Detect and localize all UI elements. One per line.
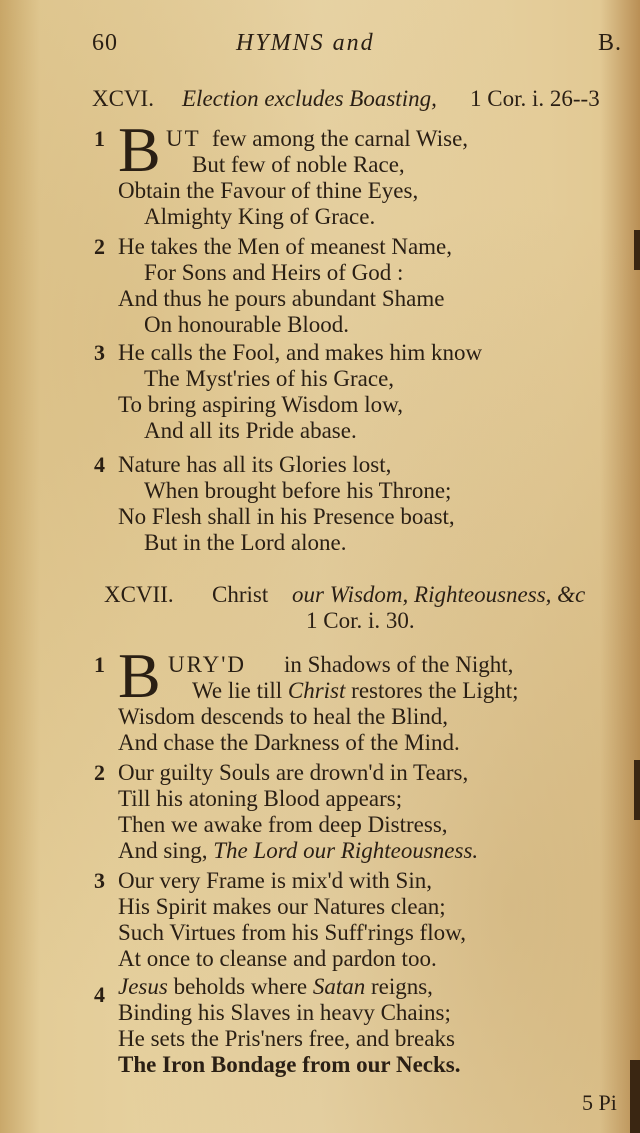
verse-text-italic: Christ [287,678,346,703]
hymn-97-reference: 1 Cor. i. 30. [306,608,415,633]
verse-line: His Spirit makes our Natures clean; [118,894,446,919]
stanza-number: 3 [94,868,105,893]
verse-line: Nature has all its Glories lost, [118,452,392,477]
verse-line: At once to cleanse and pardon too. [118,946,437,971]
verse-line: But in the Lord alone. [144,530,347,555]
first-word-rest: UT [166,126,201,151]
drop-cap: B [118,114,161,185]
verse-text: And sing, [118,838,214,863]
verse-text: reigns, [365,974,433,999]
verse-line: And thus he pours abundant Shame [118,286,445,311]
verse-text-italic: Satan [312,974,366,999]
verse-line: Our guilty Souls are drown'd in Tears, [118,760,469,785]
signature-mark: B. [598,30,623,56]
verse-line: Our very Frame is mix'd with Sin, [118,868,432,893]
running-title: HYMNS and [236,30,375,56]
stanza-number: 1 [94,652,105,677]
verse-line: The Myst'ries of his Grace, [144,366,395,391]
verse-line: No Flesh shall in his Presence boast, [118,504,455,529]
hymn-97-title-b: our Wisdom, Righteousness, &c [292,582,586,607]
verse-line: On honourable Blood. [144,312,350,337]
verse-line: To bring aspiring Wisdom low, [118,392,403,417]
verse-line: And chase the Darkness of the Mind. [118,730,460,755]
verse-text-italic: The Lord our Righteousness. [213,838,479,863]
stanza-number: 3 [94,340,105,365]
verse-line: Almighty King of Grace. [144,204,376,229]
verse-line: few among the carnal Wise, [212,126,469,151]
verse-line: in Shadows of the Night, [284,652,514,677]
verse-line: Wisdom descends to heal the Blind, [118,704,448,729]
verse-text-italic: Jesus [118,974,168,999]
page-edge-shadow [634,760,640,820]
verse-line: Such Virtues from his Suff'rings flow, [118,920,466,945]
drop-cap: B [118,640,161,711]
verse-line: The Iron Bondage from our Necks. [118,1052,461,1077]
verse-text: restores the Light; [345,678,519,703]
stanza-number: 4 [94,982,105,1007]
verse-line: And all its Pride abase. [144,418,357,443]
verse-line: Obtain the Favour of thine Eyes, [118,178,419,203]
verse-line: He sets the Pris'ners free, and breaks [118,1026,455,1051]
stanza-number: 2 [94,760,105,785]
verse-text: We lie till [192,678,288,703]
verse-line [118,974,433,1000]
first-word-rest: URY'D [168,652,247,677]
verse-line: He takes the Men of meanest Name, [118,234,453,259]
verse-line: He calls the Fool, and makes him know [118,340,483,365]
hymn-96-reference: 1 Cor. i. 26--3 [470,86,600,111]
verse-line: When brought before his Throne; [144,478,452,503]
verse-line: For Sons and Heirs of God : [144,260,404,285]
page-edge-shadow [630,1060,640,1133]
hymn-97-title-a: Christ [212,582,269,607]
stanza-number: 4 [94,452,105,477]
verse-line [192,678,519,704]
catchword: 5 Pi [582,1090,617,1115]
verse-line: Binding his Slaves in heavy Chains; [118,1000,451,1025]
stanza-number: 1 [94,126,105,151]
verse-line: Till his atoning Blood appears; [118,786,403,811]
hymn-96-number: XCVI. [92,86,154,111]
hymn-96-title: Election excludes Boasting, [182,86,437,111]
page-edge-shadow [634,230,640,270]
stanza-number: 2 [94,234,105,259]
verse-line [118,838,478,864]
verse-text: beholds where [167,974,313,999]
page-number: 60 [92,30,118,56]
verse-line: Then we awake from deep Distress, [118,812,448,837]
verse-line: But few of noble Race, [192,152,405,177]
hymn-97-number: XCVII. [104,582,174,607]
